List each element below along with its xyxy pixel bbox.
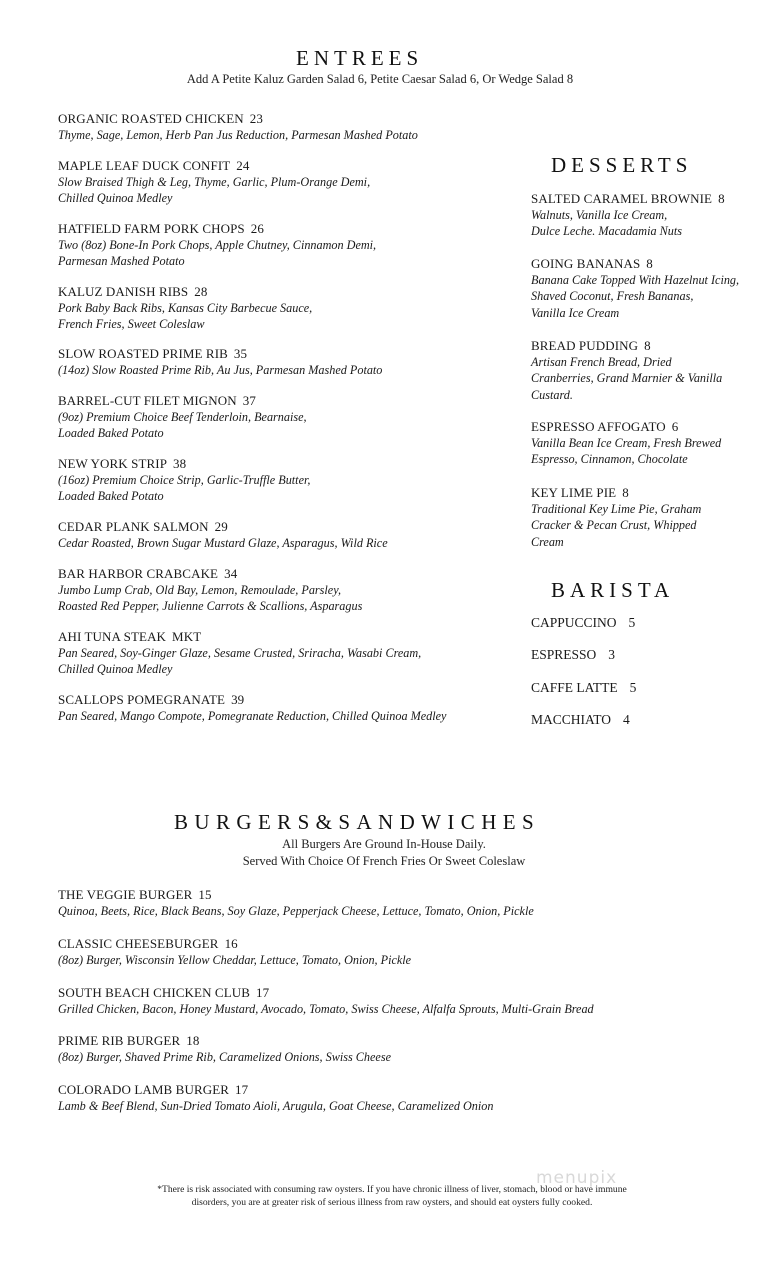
entrees-subtitle: Add A Petite Kaluz Garden Salad 6, Petite Caesar Salad 6, Or Wedge Salad 8 [186, 72, 574, 86]
item-description: Loaded Baked Potato [58, 426, 164, 441]
item-name: ORGANIC ROASTED CHICKEN [58, 111, 244, 126]
item-name: COLORADO LAMB BURGER [58, 1082, 230, 1097]
item-description: Banana Cake Topped With Hazelnut Icing, [531, 273, 740, 287]
dessert-item [531, 191, 756, 240]
barista-item [531, 615, 635, 631]
item-name: ESPRESSO AFFOGATO [531, 419, 666, 434]
burgers-subtitle: All Burgers Are Ground In-House Daily. [282, 837, 486, 851]
barista-item [531, 712, 630, 728]
item-description: (16oz) Premium Choice Strip, Garlic-Truffle Butter, [58, 473, 311, 487]
entree-item [58, 519, 498, 551]
item-price: 8 [718, 191, 725, 206]
item-price: 15 [198, 887, 212, 902]
item-price: 34 [224, 566, 238, 581]
burgers-title: BURGERS&SANDWICHES [174, 810, 541, 834]
item-description: (8oz) Burger, Wisconsin Yellow Cheddar, Lettuce, Tomato, Onion, Pickle [58, 953, 412, 967]
item-description: Cranberries, Grand Marnier & Vanilla [531, 371, 723, 386]
item-description: Two (8oz) Bone-In Pork Chops, Apple Chutney, Cinnamon Demi, [58, 238, 377, 252]
item-description: Jumbo Lump Crab, Old Bay, Lemon, Remoulade, Parsley, [58, 583, 341, 597]
item-description: (8oz) Burger, Shaved Prime Rib, Caramelized Onions, Swiss Cheese [58, 1050, 391, 1064]
dessert-item [531, 338, 756, 403]
item-description: Vanilla Bean Ice Cream, Fresh Brewed [531, 436, 722, 450]
item-price: 16 [224, 936, 238, 951]
item-name: SOUTH BEACH CHICKEN CLUB [58, 985, 250, 1000]
item-price: 23 [249, 111, 263, 126]
footnote-line: *There is risk associated with consuming raw oysters. If you have chronic illness of liver, stomach, blood or have immune [157, 1184, 627, 1195]
item-name: THE VEGGIE BURGER [58, 887, 193, 902]
item-description: Artisan French Bread, Dried [531, 355, 672, 369]
dessert-item [531, 256, 756, 321]
item-price: 29 [214, 519, 228, 534]
barista-item [531, 680, 636, 696]
item-price: MKT [172, 629, 202, 644]
item-name: SLOW ROASTED PRIME RIB [58, 346, 228, 361]
entree-item [58, 692, 498, 724]
item-name: GOING BANANAS [531, 256, 641, 271]
item-description: Dulce Leche. Macadamia Nuts [531, 224, 682, 239]
watermark: menupix [536, 1168, 618, 1188]
item-price: 28 [194, 284, 208, 299]
burgers-subtitle: Served With Choice Of French Fries Or Sweet Coleslaw [242, 854, 526, 868]
item-name: BAR HARBOR CRABCAKE [58, 566, 219, 581]
item-description: (14oz) Slow Roasted Prime Rib, Au Jus, Parmesan Mashed Potato [58, 363, 383, 377]
footnote [140, 1183, 644, 1209]
item-description: Roasted Red Pepper, Julienne Carrots & Scallions, Asparagus [58, 599, 363, 614]
item-price: 8 [646, 256, 653, 271]
item-name: KALUZ DANISH RIBS [58, 284, 189, 299]
item-description: Custard. [531, 387, 573, 402]
item-name: PRIME RIB BURGER [58, 1033, 181, 1048]
item-price: 18 [186, 1033, 200, 1048]
barista-title: BARISTA [551, 578, 675, 602]
item-price: 17 [256, 985, 270, 1000]
burger-item [58, 985, 738, 1017]
entree-item [58, 629, 498, 678]
item-description: Espresso, Cinnamon, Chocolate [531, 452, 688, 467]
burger-item [58, 1033, 738, 1065]
item-name: SCALLOPS POMEGRANATE [58, 692, 226, 707]
item-name: BREAD PUDDING [531, 338, 639, 353]
desserts-title: DESSERTS [551, 153, 693, 177]
entree-item [58, 221, 498, 270]
item-description: Quinoa, Beets, Rice, Black Beans, Soy Glaze, Pepperjack Cheese, Lettuce, Tomato, Onion, Pickle [58, 904, 534, 918]
item-price: 38 [173, 456, 187, 471]
item-description: Pan Seared, Mango Compote, Pomegranate Reduction, Chilled Quinoa Medley [58, 709, 447, 723]
item-name: KEY LIME PIE [531, 485, 617, 500]
burger-item [58, 936, 738, 968]
item-description: (9oz) Premium Choice Beef Tenderloin, Bearnaise, [58, 410, 307, 424]
item-price: 3 [608, 647, 616, 662]
item-name: CLASSIC CHEESEBURGER [58, 936, 219, 951]
entrees-title: ENTREES [296, 46, 424, 70]
item-price: 17 [235, 1082, 249, 1097]
entree-item [58, 284, 498, 333]
item-description: French Fries, Sweet Coleslaw [58, 317, 205, 332]
item-description: Vanilla Ice Cream [531, 305, 620, 320]
item-price: 5 [628, 615, 636, 630]
item-name: SALTED CARAMEL BROWNIE [531, 191, 713, 206]
item-price: 35 [233, 346, 248, 361]
item-name: HATFIELD FARM PORK CHOPS [58, 221, 245, 236]
entree-item [58, 393, 498, 442]
burger-item [58, 1082, 738, 1114]
item-name: ESPRESSO [531, 647, 597, 662]
item-description: Traditional Key Lime Pie, Graham [531, 502, 702, 516]
item-price: 8 [644, 338, 651, 353]
item-name: AHI TUNA STEAK [58, 629, 167, 644]
item-price: 24 [236, 158, 250, 173]
item-description: Chilled Quinoa Medley [58, 662, 173, 677]
item-price: 4 [623, 712, 630, 727]
item-name: MACCHIATO [531, 712, 612, 727]
dessert-item [531, 485, 756, 550]
item-price: 39 [231, 692, 245, 707]
entree-item [58, 456, 498, 505]
item-name: CAPPUCCINO [531, 615, 617, 630]
item-description: Shaved Coconut, Fresh Bananas, [531, 289, 694, 304]
entree-item [58, 346, 498, 378]
burger-item [58, 887, 738, 919]
entree-item [58, 566, 498, 615]
item-description: Cedar Roasted, Brown Sugar Mustard Glaze, Asparagus, Wild Rice [58, 536, 388, 550]
item-name: MAPLE LEAF DUCK CONFIT [58, 158, 231, 173]
item-description: Pan Seared, Soy-Ginger Glaze, Sesame Crusted, Sriracha, Wasabi Cream, [58, 646, 422, 660]
item-description: Thyme, Sage, Lemon, Herb Pan Jus Reduction, Parmesan Mashed Potato [58, 128, 418, 142]
item-description: Lamb & Beef Blend, Sun-Dried Tomato Aioli, Arugula, Goat Cheese, Caramelized Onion [58, 1099, 494, 1113]
entree-item [58, 158, 498, 207]
item-description: Chilled Quinoa Medley [58, 191, 173, 206]
footnote-line: disorders, you are at greater risk of serious illness from raw oysters, and should eat oysters fully cooked. [191, 1197, 593, 1208]
item-description: Cracker & Pecan Crust, Whipped [531, 518, 697, 533]
item-price: 26 [250, 221, 264, 236]
item-description: Grilled Chicken, Bacon, Honey Mustard, Avocado, Tomato, Swiss Cheese, Alfalfa Sprouts, Multi-Grain Bread [58, 1002, 594, 1016]
entree-item [58, 111, 498, 143]
item-description: Cream [531, 534, 564, 549]
item-name: NEW YORK STRIP [58, 456, 168, 471]
item-price: 37 [242, 393, 256, 408]
dessert-item [531, 419, 756, 468]
item-description: Parmesan Mashed Potato [58, 254, 185, 269]
barista-item [531, 647, 615, 663]
item-description: Slow Braised Thigh & Leg, Thyme, Garlic, Plum-Orange Demi, [58, 175, 371, 189]
item-name: BARREL-CUT FILET MIGNON [58, 393, 237, 408]
item-description: Walnuts, Vanilla Ice Cream, [531, 208, 668, 222]
item-name: CAFFE LATTE [531, 680, 618, 695]
item-price: 5 [629, 680, 637, 695]
item-description: Pork Baby Back Ribs, Kansas City Barbecue Sauce, [58, 301, 313, 315]
item-name: CEDAR PLANK SALMON [58, 519, 209, 534]
item-price: 6 [671, 419, 679, 434]
item-price: 8 [622, 485, 629, 500]
item-description: Loaded Baked Potato [58, 489, 164, 504]
